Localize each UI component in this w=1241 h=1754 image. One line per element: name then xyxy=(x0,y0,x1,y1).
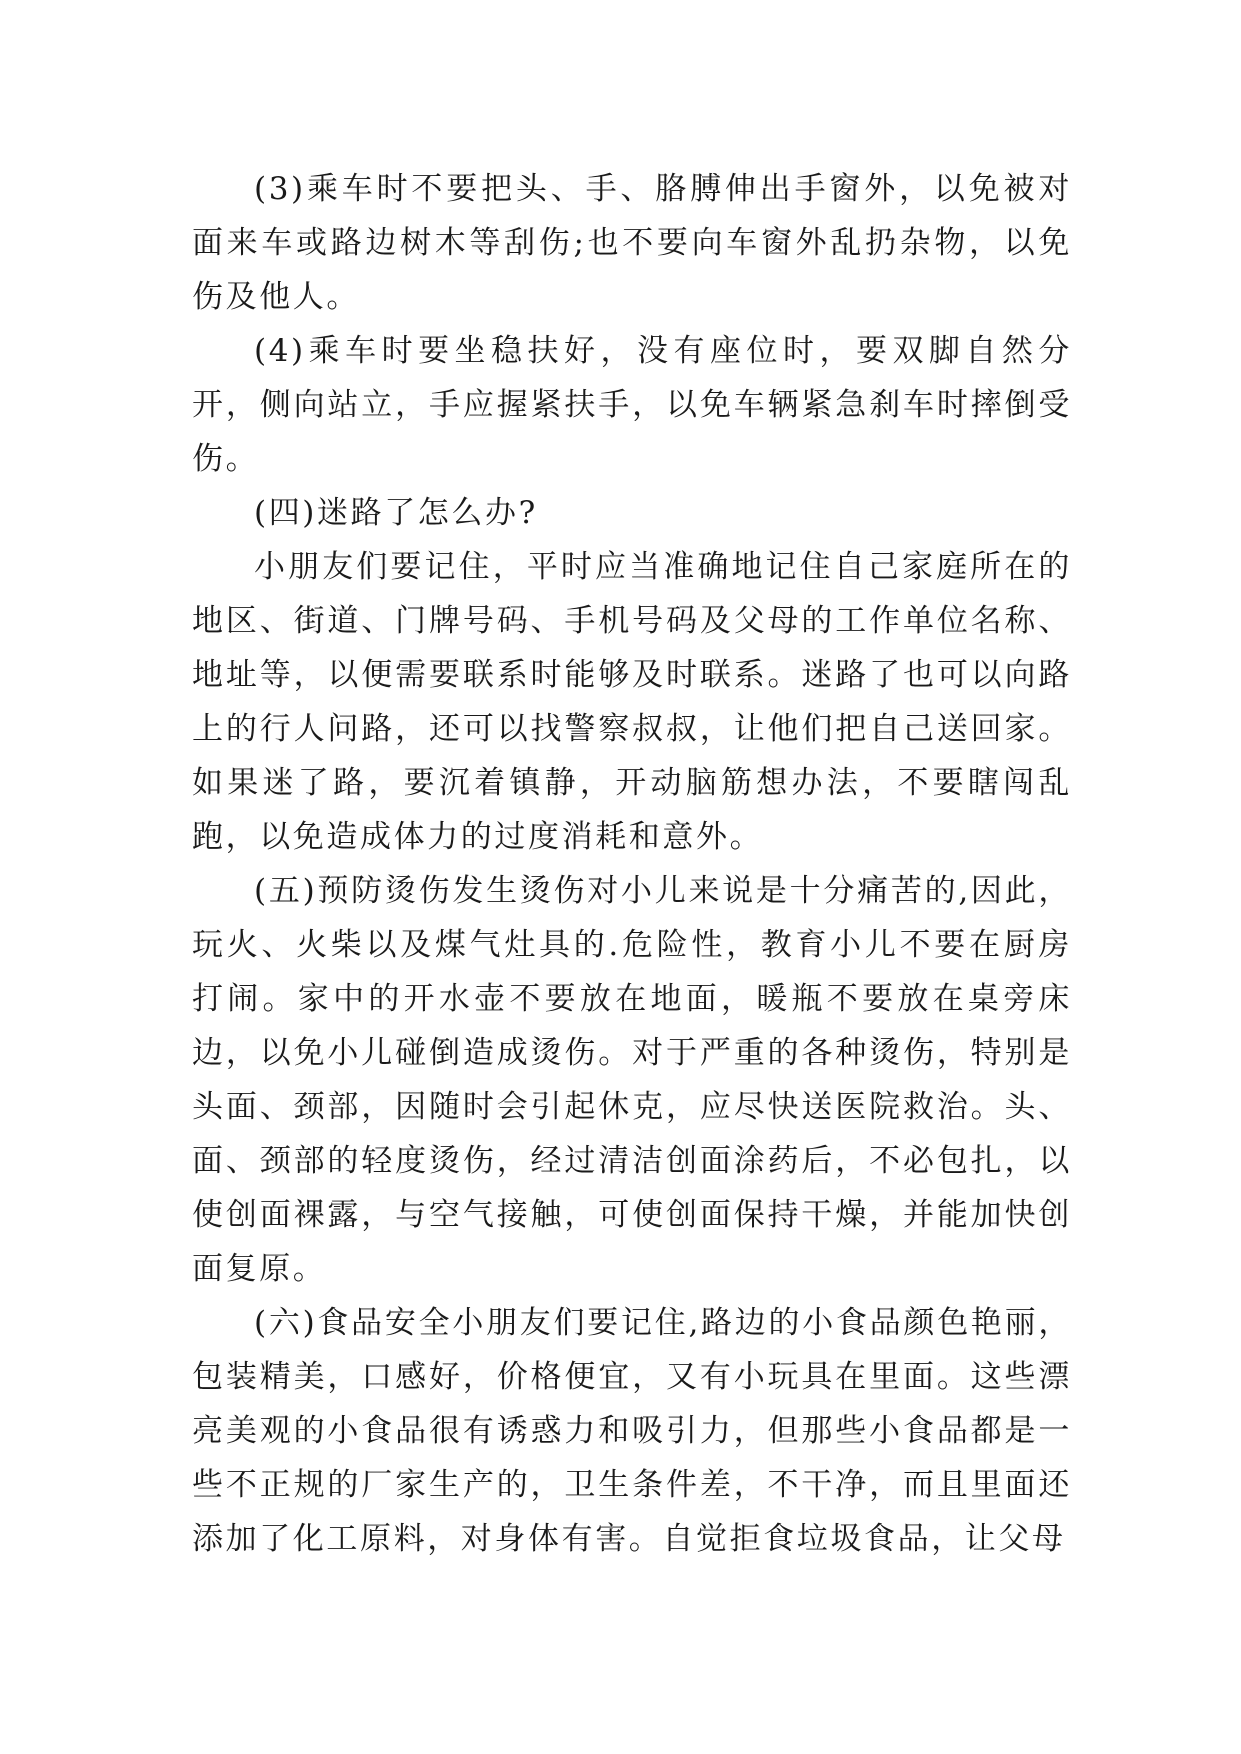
paragraph-food-safety: (六)食品安全小朋友们要记住,路边的小食品颜色艳丽，包装精美，口感好，价格便宜，又有小玩具在里面。这些漂亮美观的小食品很有诱惑力和吸引力，但那些小食品都是一些不正规的厂家生产的，卫生条件差，不干净，而且里面还添加了化工原料，对身体有害。自觉拒食垃圾食品，让父母 xyxy=(192,1305,1072,1557)
document-body xyxy=(192,162,1072,1566)
section-heading-lost: (四)迷路了怎么办? xyxy=(254,495,538,531)
paragraph-riding-stand-steady: (4)乘车时要坐稳扶好，没有座位时，要双脚自然分开，侧向站立，手应握紧扶手，以免车辆紧急刹车时摔倒受伤。 xyxy=(192,333,1072,477)
paragraph-burn-prevention: (五)预防烫伤发生烫伤对小儿来说是十分痛苦的,因此，玩火、火柴以及煤气灶具的.危险性，教育小儿不要在厨房打闹。家中的开水壶不要放在地面，暖瓶不要放在桌旁床边，以免小儿碰倒造成烫伤。对于严重的各种烫伤，特别是头面、颈部，因随时会引起休克，应尽快送医院救治。头、面、颈部的轻度烫伤，经过清洁创面涂药后，不必包扎，以使创面裸露，与空气接触，可使创面保持干燥，并能加快创面复原。 xyxy=(192,873,1072,1287)
paragraph-riding-head-hands: (3)乘车时不要把头、手、胳膊伸出手窗外，以免被对面来车或路边树木等刮伤;也不要向车窗外乱扔杂物，以免伤及他人。 xyxy=(192,171,1072,315)
paragraph-lost-advice: 小朋友们要记住，平时应当准确地记住自己家庭所在的地区、街道、门牌号码、手机号码及父母的工作单位名称、地址等，以便需要联系时能够及时联系。迷路了也可以向路上的行人问路，还可以找警察叔叔，让他们把自己送回家。如果迷了路，要沉着镇静，开动脑筋想办法，不要瞎闯乱跑，以免造成体力的过度消耗和意外。 xyxy=(192,549,1072,855)
